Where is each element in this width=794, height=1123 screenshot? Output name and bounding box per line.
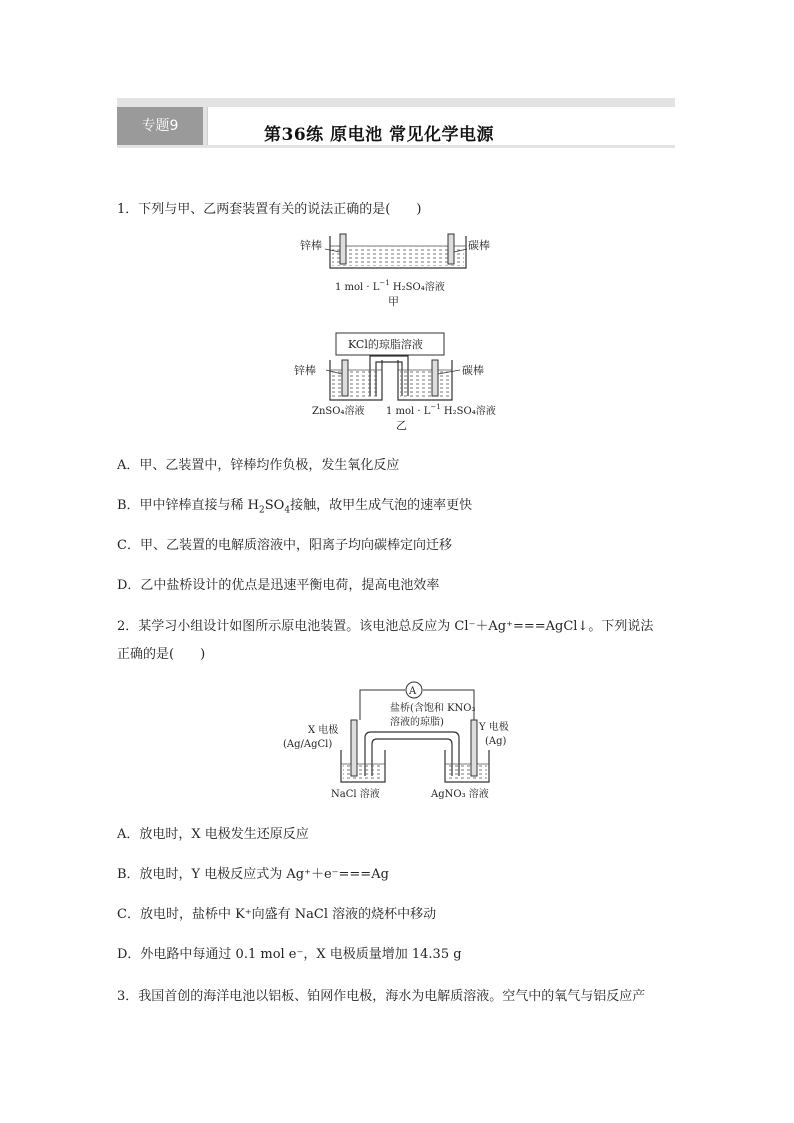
label-carbon-rod: 碳棒 [468, 239, 490, 252]
q1-option-b: B．甲中锌棒直接与稀 $H_2SO_4$接触，故甲生成气泡的速率更快 [117, 498, 473, 516]
right-liquid [447, 764, 487, 780]
label-x-electrode-material: (Ag/AgCl) [283, 739, 333, 750]
label-zinc-rod: 锌棒 [294, 364, 316, 377]
right-liquid [400, 370, 450, 398]
label-x-electrode: X 电极 [308, 725, 339, 736]
q1-stem: 1．下列与甲、乙两套装置有关的说法正确的是( ) [117, 202, 422, 217]
q2-option-b: B．放电时，Y 电极反应式为 Ag⁺＋e⁻===Ag [117, 867, 389, 882]
label-left-solution: ZnSO₄溶液 [312, 406, 365, 417]
left-liquid [343, 764, 383, 780]
q2-stem-line2: 正确的是( ) [117, 647, 206, 662]
y-electrode [471, 720, 477, 776]
title-box [207, 107, 676, 145]
beaker-liquid [332, 246, 464, 266]
label-y-electrode-material: (Ag) [485, 736, 507, 747]
zinc-rod [340, 234, 346, 264]
figure-yi [290, 330, 510, 434]
q1-option-c: C．甲、乙装置的电解质溶液中，阳离子均向碳棒定向迁移 [117, 538, 452, 553]
carbon-rod [448, 234, 454, 264]
chapter-header [117, 98, 675, 148]
q2-option-d: D．外电路中每通过 0.1 mol e⁻，X 电极质量增加 14.35 g [117, 947, 462, 962]
left-liquid [332, 370, 380, 398]
label-left-solution: NaCl 溶液 [331, 789, 380, 800]
label-zinc-rod: 锌棒 [300, 239, 322, 252]
caption-yi: 乙 [396, 419, 407, 432]
label-right-solution: 1 mol · $L^{-1}$ H₂SO₄溶液 [386, 403, 496, 417]
label-y-electrode: Y 电极 [479, 722, 509, 733]
q1-option-a: A．甲、乙装置中，锌棒均作负极，发生氧化反应 [117, 458, 400, 473]
figure-q2 [275, 680, 515, 804]
label-carbon-rod: 碳棒 [462, 364, 484, 377]
q1-option-d: D．乙中盐桥设计的优点是迅速平衡电荷，提高电池效率 [117, 578, 440, 593]
label-bridge: KCl的琼脂溶液 [348, 338, 423, 351]
q3-stem: 3．我国首创的海洋电池以铝板、铂网作电极，海水为电解质溶液。空气中的氧气与铝反应产 [117, 989, 646, 1004]
carbon-rod [432, 360, 438, 396]
q2-option-a: A．放电时，X 电极发生还原反应 [117, 827, 309, 842]
label-solution: 1 mol · $L^{-1}$ H₂SO₄溶液 [335, 279, 445, 293]
figure-jia [295, 232, 505, 312]
caption-jia: 甲 [388, 295, 399, 308]
ammeter-label: A [409, 686, 417, 697]
q2-option-c: C．放电时，盐桥中 K⁺向盛有 NaCl 溶液的烧杯中移动 [117, 907, 437, 922]
chapter-tag: 专题9 [117, 107, 203, 145]
zinc-rod [342, 360, 348, 396]
x-electrode [351, 720, 357, 776]
q2-stem-line1: 2．某学习小组设计如图所示原电池装置。该电池总反应为 Cl⁻＋Ag⁺===AgCl↓。下列说法 [117, 619, 654, 634]
label-bridge-line1: 盐桥(含饱和 KNO₃ [390, 703, 476, 714]
label-right-solution: AgNO₃ 溶液 [431, 789, 489, 800]
label-bridge-line2: 溶液的琼脂) [390, 717, 444, 728]
page-title: 第36练 原电池 常见化学电源 [264, 125, 494, 145]
